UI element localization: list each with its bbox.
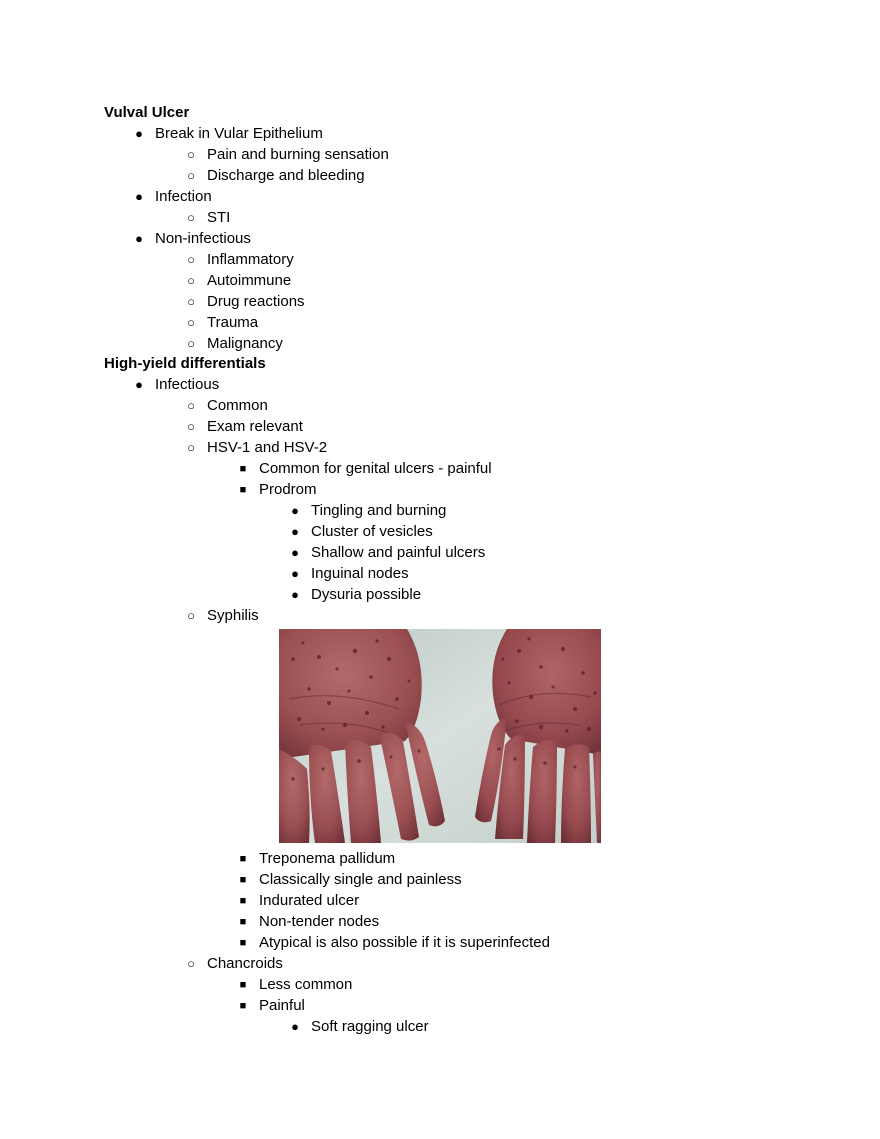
- list-item-label: Infection: [155, 188, 212, 205]
- square-bullet: ■: [239, 895, 247, 907]
- list-item-label: Pain and burning sensation: [207, 146, 389, 163]
- square-bullet: ■: [239, 979, 247, 991]
- circle-bullet: ○: [187, 336, 195, 351]
- circle-bullet: ○: [187, 273, 195, 288]
- disc-bullet: ●: [135, 189, 143, 204]
- list-item-label: Discharge and bleeding: [207, 167, 365, 184]
- list-item-label: Break in Vular Epithelium: [155, 125, 323, 142]
- list-item-label: Malignancy: [207, 335, 283, 352]
- list-item-label: Non-infectious: [155, 230, 251, 247]
- list-item-label: STI: [207, 209, 231, 226]
- circle-bullet: ○: [187, 315, 195, 330]
- list-item-label: Syphilis: [207, 607, 259, 624]
- circle-bullet: ○: [187, 398, 195, 413]
- square-bullet: ■: [239, 463, 247, 475]
- list-item-label: Soft ragging ulcer: [311, 1018, 429, 1035]
- section-heading-vulval-ulcer: Vulval Ulcer: [104, 104, 190, 121]
- disc-bullet: ●: [291, 524, 299, 539]
- list-item-label: Less common: [259, 976, 353, 993]
- list-item-label: Autoimmune: [207, 272, 292, 289]
- disc-bullet: ●: [291, 587, 299, 602]
- square-bullet: ■: [239, 1000, 247, 1012]
- list-item-label: Tingling and burning: [311, 502, 447, 519]
- disc-bullet: ●: [135, 231, 143, 246]
- disc-bullet: ●: [291, 1019, 299, 1034]
- list-item-label: Common: [207, 397, 268, 414]
- square-bullet: ■: [239, 874, 247, 886]
- disc-bullet: ●: [291, 566, 299, 581]
- circle-bullet: ○: [187, 419, 195, 434]
- circle-bullet: ○: [187, 440, 195, 455]
- list-item-label: Inguinal nodes: [311, 565, 409, 582]
- square-bullet: ■: [239, 916, 247, 928]
- list-item-label: Non-tender nodes: [259, 913, 380, 930]
- circle-bullet: ○: [187, 294, 195, 309]
- list-item-label: Classically single and painless: [259, 871, 462, 888]
- disc-bullet: ●: [291, 545, 299, 560]
- circle-bullet: ○: [187, 210, 195, 225]
- list-item-label: Atypical is also possible if it is superinfected: [259, 934, 550, 951]
- circle-bullet: ○: [187, 168, 195, 183]
- list-item-label: Dysuria possible: [311, 586, 422, 603]
- square-bullet: ■: [239, 853, 247, 865]
- list-item-label: Common for genital ulcers - painful: [259, 460, 492, 477]
- circle-bullet: ○: [187, 147, 195, 162]
- square-bullet: ■: [239, 937, 247, 949]
- list-item-label: Exam relevant: [207, 418, 303, 435]
- list-item-label: Prodrom: [259, 481, 317, 498]
- list-item-label: Painful: [259, 997, 305, 1014]
- list-item-label: Infectious: [155, 376, 220, 393]
- list-item-label: Trauma: [207, 314, 259, 331]
- list-item-label: HSV-1 and HSV-2: [207, 439, 328, 456]
- list-item-label: Inflammatory: [207, 251, 294, 268]
- list-item-label: Treponema pallidum: [259, 850, 396, 867]
- palms-rash-photo: [279, 629, 601, 843]
- list-item-label: Indurated ulcer: [259, 892, 360, 909]
- disc-bullet: ●: [135, 126, 143, 141]
- circle-bullet: ○: [187, 956, 195, 971]
- list-item-label: Chancroids: [207, 955, 283, 972]
- section-heading-high-yield-differentials: High-yield differentials: [104, 355, 266, 372]
- list-item-label: Shallow and painful ulcers: [311, 544, 486, 561]
- circle-bullet: ○: [187, 252, 195, 267]
- circle-bullet: ○: [187, 608, 195, 623]
- square-bullet: ■: [239, 484, 247, 496]
- list-item-label: Drug reactions: [207, 293, 305, 310]
- disc-bullet: ●: [291, 503, 299, 518]
- disc-bullet: ●: [135, 377, 143, 392]
- list-item-label: Cluster of vesicles: [311, 523, 433, 540]
